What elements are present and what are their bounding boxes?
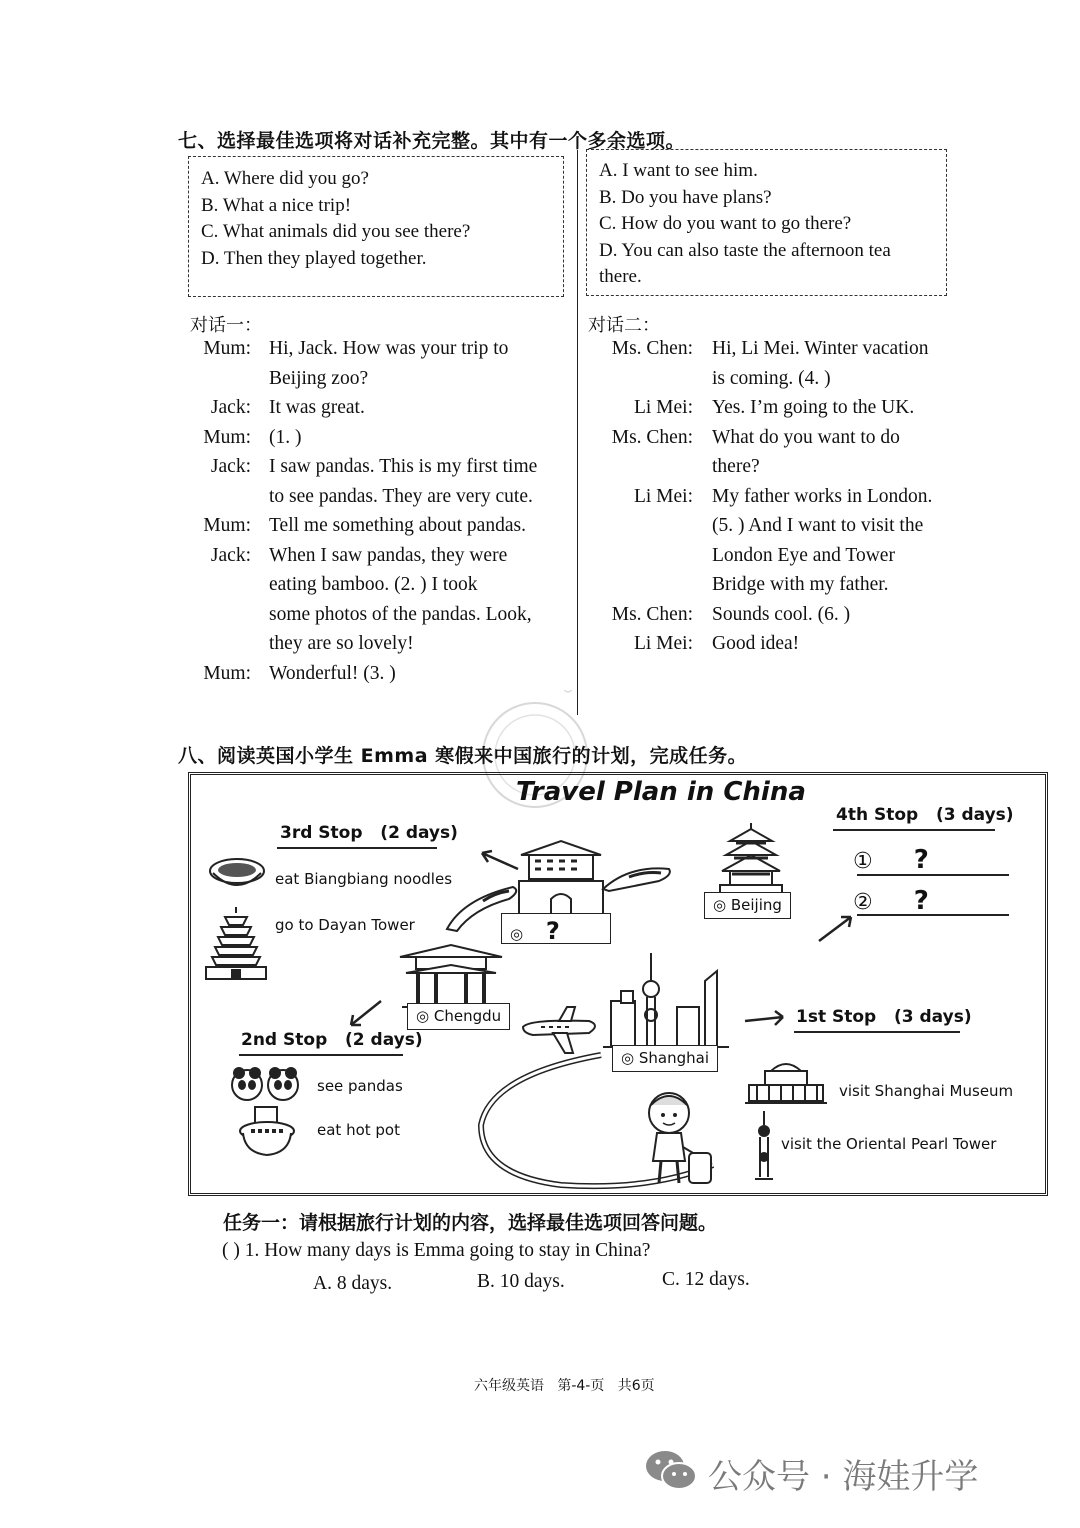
option-right-d-cont: there. [599, 266, 642, 287]
city-label-shanghai: ◎ Shanghai [612, 1045, 718, 1072]
emma-girl-icon [639, 1087, 723, 1191]
speaker-label: Li Mei: [633, 485, 693, 507]
noodles-bowl-icon [207, 853, 267, 897]
arrow-to-stop2-icon [343, 997, 387, 1031]
temple-of-heaven-icon [716, 821, 786, 897]
plan-title: Travel Plan in China [516, 777, 806, 807]
stop3-activity-1: eat Biangbiang noodles [275, 870, 453, 888]
stop3-activity-2: go to Dayan Tower [275, 916, 415, 934]
speaker-label: Jack: [210, 544, 251, 566]
wechat-icon [643, 1448, 699, 1492]
dialogue-line: they are so lovely! [269, 633, 414, 654]
dialogue-line: Good idea! [712, 633, 800, 654]
panda-icon [229, 1065, 305, 1105]
speaker-label: Mum: [203, 515, 251, 536]
stop3-label: 3rd Stop (2 days) [280, 823, 458, 843]
stop2-activity-2: eat hot pot [317, 1121, 400, 1139]
dialogue-line: When I saw pandas, they were [269, 544, 508, 566]
page-footer: 六年级英语 第-4-页 共6页 [474, 1378, 655, 1394]
stop4-line-1 [857, 874, 1009, 876]
speaker-label: Mum: [203, 338, 251, 359]
dialogue-line: Sounds cool. (6. ) [712, 603, 851, 625]
dialogue-line: to see pandas. They are very cute. [269, 485, 533, 507]
section7-title: 七、选择最佳选项将对话补充完整。其中有一个多余选项。 [178, 130, 686, 152]
stop4-blank-2: ② ? [853, 886, 929, 916]
task1-option-a: A. 8 days. [313, 1273, 393, 1294]
hot-pot-icon [237, 1105, 297, 1161]
dialogue-line: Bridge with my father. [712, 574, 889, 595]
dialogue-line: some photos of the pandas. Look, [269, 603, 532, 625]
dialogue-line: What do you want to do [712, 426, 900, 448]
speaker-label: Mum: [203, 426, 251, 448]
options-box-right [586, 149, 947, 296]
dialogue-line: Hi, Li Mei. Winter vacation [712, 338, 929, 359]
option-left-c: C. What animals did you see there? [201, 221, 471, 242]
stop4-blank-1: ① ? [853, 845, 929, 875]
dialogue-line: is coming. (4. ) [712, 367, 831, 389]
option-right-b: B. Do you have plans? [599, 186, 772, 208]
stop1-underline [794, 1031, 960, 1033]
oriental-pearl-tower-icon [751, 1111, 777, 1181]
arrow-to-stop1-icon [743, 1007, 787, 1031]
dialogue-line: Tell me something about pandas. [269, 515, 526, 536]
arrow-to-stop4-icon [815, 909, 859, 945]
dialogue-line: (1. ) [269, 426, 302, 448]
dialogue-line: I saw pandas. This is my first time [269, 456, 538, 477]
option-left-a: A. Where did you go? [201, 168, 369, 189]
dialogue-line: London Eye and Tower [712, 544, 895, 566]
dialogue-line: eating bamboo. (2. ) I took [269, 574, 478, 595]
speaker-label: Li Mei: [633, 397, 693, 418]
dialogue-line: Hi, Jack. How was your trip to [269, 338, 509, 359]
stop1-activity-2: visit the Oriental Pearl Tower [781, 1135, 997, 1153]
dialogue-line: (5. ) And I want to visit the [712, 515, 924, 536]
speaker-label: Mum: [203, 662, 251, 684]
task1-option-b: B. 10 days. [477, 1271, 565, 1292]
dialogue1-heading: 对话一： [190, 315, 262, 336]
xian-city-wall-icon [513, 837, 609, 917]
option-left-b: B. What a nice trip! [201, 194, 352, 216]
bullet-train-icon [599, 861, 675, 895]
stop3-underline [277, 847, 437, 849]
column-divider [577, 150, 578, 715]
dialogue2-heading: 对话二： [588, 315, 660, 336]
dialogue-line: Beijing zoo? [269, 367, 369, 389]
dialogue-line: there? [712, 456, 760, 477]
shanghai-museum-icon [743, 1057, 829, 1107]
task1-title: 任务一：请根据旅行计划的内容，选择最佳选项回答问题。 [223, 1212, 718, 1234]
location-pin-icon: ◎ [621, 1049, 635, 1067]
location-pin-icon: ◎ [416, 1007, 430, 1025]
option-right-c: C. How do you want to go there? [599, 213, 852, 234]
option-right-d: D. You can also taste the afternoon tea [599, 239, 891, 261]
stop4-underline [833, 829, 995, 831]
dialogue-line: Wonderful! (3. ) [269, 662, 396, 684]
speaker-label: Jack: [210, 397, 251, 418]
shanghai-skyline-icon [601, 951, 731, 1051]
speaker-label: Li Mei: [633, 633, 693, 654]
speaker-label: Ms. Chen: [611, 603, 693, 625]
dayan-tower-icon [203, 903, 269, 983]
watermark-text: 公众号 · 海娃升学 [708, 1457, 979, 1497]
dialogue-line: Yes. I’m going to the UK. [712, 397, 915, 418]
dialogue-line: It was great. [269, 397, 365, 418]
option-left-d: D. Then they played together. [201, 247, 427, 269]
stop1-label: 1st Stop (3 days) [796, 1007, 972, 1027]
dialogue-line: My father works in London. [712, 485, 933, 507]
location-pin-icon: ◎ [510, 925, 524, 943]
task1-question: ( ) 1. How many days is Emma going to stay in China? [222, 1240, 651, 1261]
options-box-left [188, 156, 564, 297]
city-label-xian: ◎ ? [501, 913, 611, 944]
stop4-line-2 [857, 914, 1009, 916]
travel-plan-panel [188, 772, 1048, 1196]
option-right-a: A. I want to see him. [599, 160, 758, 181]
stop2-label: 2nd Stop (2 days) [241, 1030, 423, 1050]
city-label-chengdu: ◎ Chengdu [407, 1003, 510, 1030]
stop1-activity-1: visit Shanghai Museum [839, 1082, 1014, 1100]
stop4-label: 4th Stop (3 days) [836, 805, 1014, 825]
speaker-label: Jack: [210, 456, 251, 477]
stop2-underline [239, 1054, 403, 1056]
speaker-label: Ms. Chen: [611, 338, 693, 359]
city-label-beijing: ◎ Beijing [704, 892, 791, 919]
stop2-activity-1: see pandas [317, 1077, 403, 1095]
location-pin-icon: ◎ [713, 896, 727, 914]
chengdu-gate-icon [396, 943, 506, 1009]
speaker-label: Ms. Chen: [611, 426, 693, 448]
section8-title: 八、阅读英国小学生 Emma 寒假来中国旅行的计划，完成任务。 [178, 745, 748, 767]
task1-option-c: C. 12 days. [662, 1269, 750, 1290]
